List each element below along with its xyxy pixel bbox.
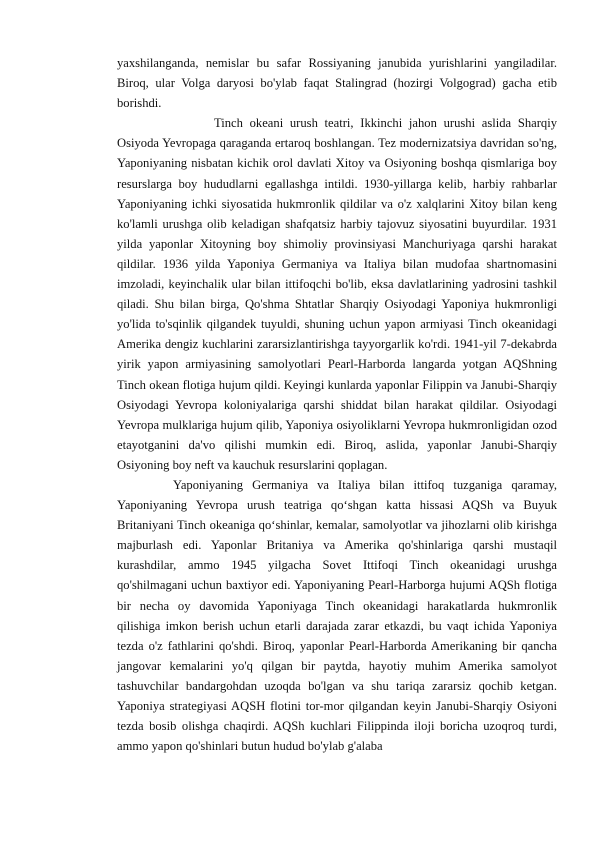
paragraph-japan-alliance: Yaponiyaning Germaniya va Italiya bilan ittifoq tuzganiga qaramay, Yaponiyaning Yevropa urush teatriga qo‘shgan katta hissasi AQSh va Buyuk Britaniyani Tinch okeaniga qo‘shinlar, kemalar, samolyotlar va jihozlarni olib kirishga majburlash edi. Yaponlar Britaniya va Amerika qo'shinlariga qarshi mustaqil kurashdilar, ammo 1945 yilgacha Sovet Ittifoqi Tinch okeanidagi urushga qo'shilmagani uchun baxtiyor edi. Yaponiyaning Pearl-Harborga hujumi AQSh flotiga bir necha oy davomida Yaponiyaga Tinch okeanidagi harakatlarda hukmronlik qilishiga imkon berish uchun etarli darajada zarar etkazdi, bu vaqt ichida Yaponiya tezda o'z fathlarini qo'shdi. Biroq, yaponlar Pearl-Harborda Amerikaning bir qancha jangovar kemalarini yo'q qilgan bir paytda, hayotiy muhim Amerika samolyot tashuvchilar bandargohdan uzoqda bo'lgan va shu tariqa zararsiz qochib ketgan. Yaponiya strategiyasi AQSH flotini tor-mor qilgandan keyin Janubi-Sharqiy Osiyoni tezda bosib olishga chaqirdi. AQSh kuchlari Filippinda iloji boricha uzoqroq turdi, ammo yapon qo'shinlari butun hudud bo'ylab g'alaba bbox=[117, 477, 557, 754]
paragraph-pacific-theater: Tinch okeani urush teatri, Ikkinchi jahon urushi aslida Sharqiy Osiyoda Yevropaga qaraganda ertaroq boshlangan. Tez modernizatsiya davridan so'ng, Yaponiyaning nisbatan kichik orol davlati Xitoy va Osiyoning boshqa qismlariga boy resurslarga boy hududlarni egallashga intildi. 1930-yillarga kelib, harbiy rahbarlar Yaponiyaning ichki siyosatida hukmronlik qildilar va o'z xalqlarini Xitoy bilan keng ko'lamli urushga olib keladigan shafqatsiz harbiy tajovuz siyosatini buyurdilar. 1931 yilda yaponlar Xitoyning boy shimoliy provinsiyasi Manchuriyaga qarshi harakat qildilar. 1936 yilda Yaponiya Germaniya va Italiya bilan mudofaa shartnomasini imzoladi, keyinchalik ular bilan ittifoqchi bo'lib, eksa davlatlarining yadrosini tashkil qiladi. Shu bilan birga, Qo'shma Shtatlar Sharqiy Osiyodagi Yaponiya hukmronligi yo'lida to'sqinlik qilgandek tuyuldi, shuning uchun yapon armiyasi Tinch okeanidagi Amerika dengiz kuchlarini zararsizlantirishga tayyorgarlik ko'rdi. 1941-yil 7-dekabrda yirik yapon armiyasining samolyotlari Pearl-Harborda langarda yotgan AQShning Tinch okean flotiga hujum qildi. Keyingi kunlarda yaponlar Filippin va Janubi-Sharqiy Osiyodagi Yevropa koloniyalariga qarshi shiddat bilan harakat qildilar. Osiyodagi Yevropa mulklariga hujum qilib, Yaponiya osiyoliklarni Yevropa hukmronligidan ozod etayotganini da'vo qilishi mumkin edi. Biroq, aslida, yaponlar Janubi-Sharqiy Osiyoning boy neft va kauchuk resurslarini qoplagan. bbox=[117, 116, 557, 472]
paragraph-stalingrad: yaxshilanganda, nemislar bu safar Rossiyaning janubida yurishlarini yangiladilar. Biroq, ular Volga daryosi bo'ylab faqat Stalingrad (hozirgi Volgograd) gacha etib borishdi. bbox=[117, 56, 557, 111]
document-page bbox=[117, 53, 557, 756]
